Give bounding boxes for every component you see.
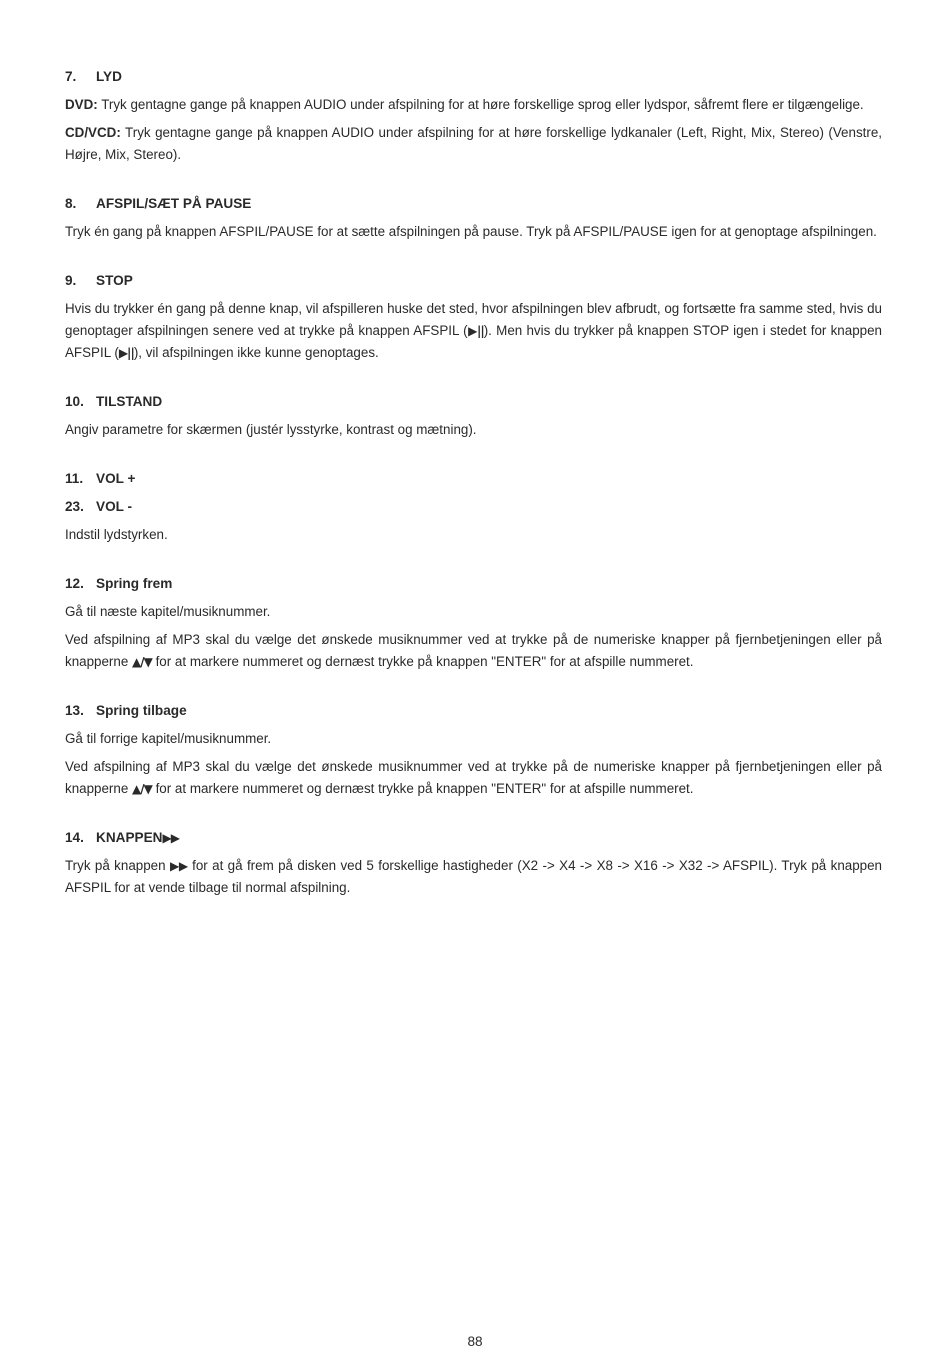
text-part: Ved afspilning af MP3 skal du vælge det ønskede musiknummer ved at trykke på de numeriske knapper på fjernbetjeningen eller på knapperne (65, 632, 882, 669)
section-text: Angiv parametre for skærmen (justér lysstyrke, kontrast og mætning). (65, 422, 477, 437)
section-title: Spring tilbage (96, 703, 187, 718)
section-heading (65, 391, 882, 413)
section-heading (65, 700, 882, 722)
section-text: Tryk én gang på knappen AFSPIL/PAUSE for at sætte afspilningen på pause. Tryk på AFSPIL/PAUSE igen for at genoptage afspilningen. (65, 224, 877, 239)
text-part: ). Men hvis du trykker på knappen STOP igen i stedet for knappen AFSPIL ( (65, 323, 882, 360)
play-pause-icon: ▶|| (467, 324, 484, 338)
section-text (65, 855, 882, 899)
section-volume (65, 468, 882, 546)
section-text (65, 298, 882, 364)
text-part: ), vil afspilningen ikke kunne genoptages. (133, 345, 379, 360)
dvd-paragraph (65, 94, 882, 116)
section-title: VOL - (96, 499, 133, 514)
section-number: 9. (65, 273, 77, 288)
section-number: 12. (65, 576, 84, 591)
section-afspil-pause (65, 193, 882, 243)
section-heading (65, 270, 882, 292)
section-text: Indstil lydstyrken. (65, 527, 168, 542)
section-text (65, 756, 882, 800)
section-title: AFSPIL/SÆT PÅ PAUSE (96, 196, 252, 211)
fast-forward-icon: ▶▶ (169, 859, 188, 873)
section-title: VOL + (96, 471, 136, 486)
text-part: for at gå frem på disken ved 5 forskellige hastigheder (X2 -> X4 -> X8 -> X16 -> X32 -> AFSPIL). Tryk på knappen AFSPIL for at vende tilbage til normal afspilning. (65, 858, 882, 895)
section-knappen-fast-forward (65, 827, 882, 899)
section-heading (65, 468, 882, 490)
up-down-arrows-icon: ▲/▼ (132, 655, 152, 669)
cd-vcd-label: CD/VCD: (65, 125, 121, 140)
section-text (65, 629, 882, 673)
cd-vcd-paragraph (65, 122, 882, 166)
section-heading (65, 193, 882, 215)
section-spring-frem (65, 573, 882, 673)
page-number: 88 (467, 1334, 483, 1349)
section-text: Gå til forrige kapitel/musiknummer. (65, 731, 272, 746)
section-number: 7. (65, 69, 77, 84)
section-heading (65, 66, 882, 88)
section-stop (65, 270, 882, 364)
dvd-text: Tryk gentagne gange på knappen AUDIO under afspilning for at høre forskellige sprog eller lydspor, såfremt flere er tilgængelige. (97, 97, 864, 112)
section-title: Spring frem (96, 576, 173, 591)
manual-page-body (65, 66, 882, 899)
dvd-label: DVD: (65, 97, 98, 112)
section-spring-tilbage (65, 700, 882, 800)
up-down-arrows-icon: ▲/▼ (132, 782, 152, 796)
section-heading (65, 496, 882, 518)
section-tilstand (65, 391, 882, 441)
section-number: 8. (65, 196, 77, 211)
section-number: 14. (65, 830, 84, 845)
section-title: TILSTAND (96, 394, 163, 409)
text-part: for at markere nummeret og dernæst trykke på knappen "ENTER" for at afspille nummeret. (151, 781, 694, 796)
section-text: Gå til næste kapitel/musiknummer. (65, 604, 271, 619)
text-part: Ved afspilning af MP3 skal du vælge det ønskede musiknummer ved at trykke på de numeriske knapper på fjernbetjeningen eller på knapperne (65, 759, 882, 796)
section-number: 11. (65, 471, 84, 486)
section-number: 13. (65, 703, 84, 718)
section-heading (65, 827, 882, 849)
section-number: 10. (65, 394, 84, 409)
section-heading (65, 573, 882, 595)
text-part: Hvis du trykker én gang på denne knap, vil afspilleren huske det sted, hvor afspilningen blev afbrudt, og fortsætte fra samme sted, hvis du genoptager afspilningen senere ved at trykke på knappen AFSPIL ( (65, 301, 882, 338)
section-lyd (65, 66, 882, 166)
section-title: LYD (96, 69, 122, 84)
text-part: for at markere nummeret og dernæst trykke på knappen "ENTER" for at afspille nummeret. (151, 654, 694, 669)
section-number: 23. (65, 499, 84, 514)
text-part: Tryk på knappen (65, 858, 170, 873)
fast-forward-icon: ▶▶ (162, 831, 179, 845)
section-title: STOP (96, 273, 133, 288)
section-title: KNAPPEN (96, 830, 163, 845)
cd-vcd-text: Tryk gentagne gange på knappen AUDIO under afspilning for at høre forskellige lydkanaler (Left, Right, Mix, Stereo) (Venstre, Højre, Mix, Stereo). (65, 125, 882, 162)
play-pause-icon: ▶|| (118, 346, 134, 360)
